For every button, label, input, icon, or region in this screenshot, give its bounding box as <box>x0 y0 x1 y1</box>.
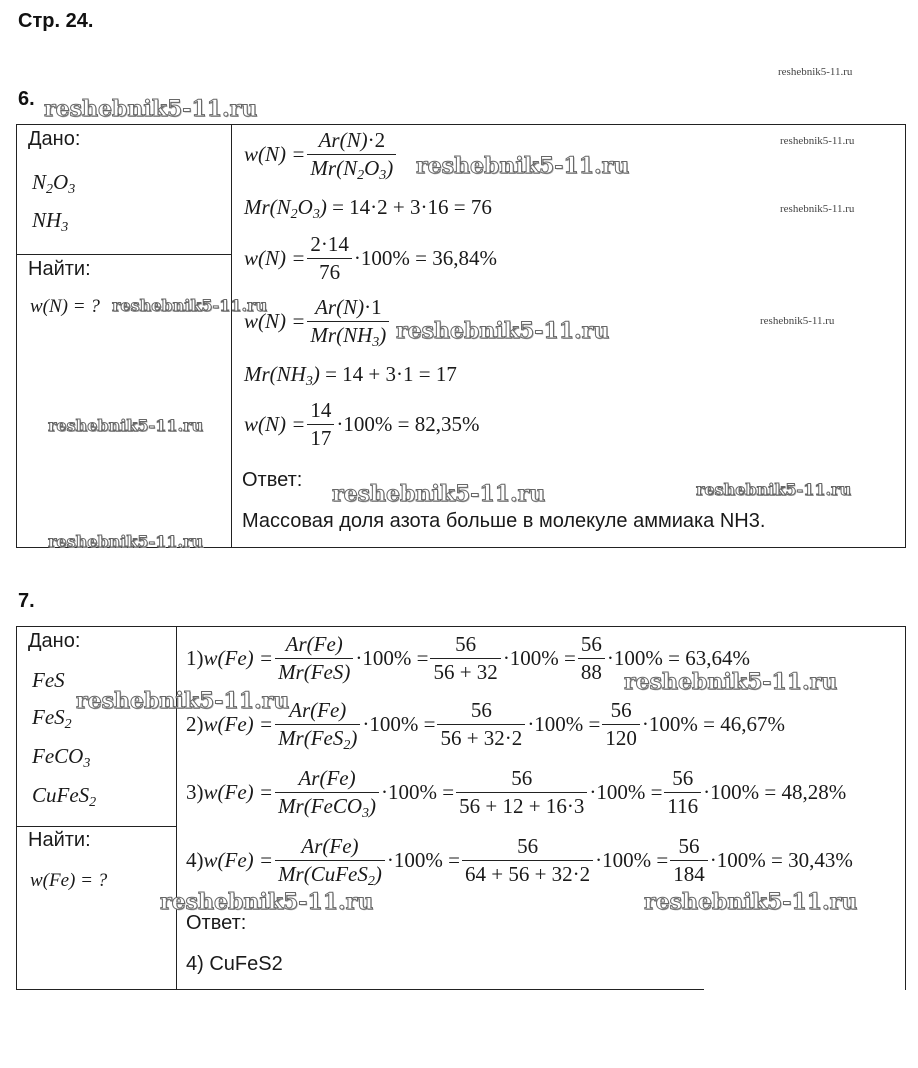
watermark: reshebnik5-11.ru <box>160 889 374 915</box>
task-6-answer-label: Ответ: <box>242 469 303 491</box>
task-7-number: 7. <box>18 590 35 612</box>
watermark: reshebnik5-11.ru <box>780 203 855 215</box>
task-7-answer-label: Ответ: <box>186 912 247 934</box>
task-7-answer: 4) CuFeS2 <box>186 953 283 975</box>
watermark: reshebnik5-11.ru <box>696 480 852 499</box>
watermark: reshebnik5-11.ru <box>780 135 855 147</box>
watermark: reshebnik5-11.ru <box>44 96 258 122</box>
task-7-given-label: Дано: <box>28 630 81 652</box>
task-7-formula-1: 1)w(Fe) = $\frac{Ar(Fe)}{\text{Mr(FeS)}}$ ·100% = $\frac{56}{56 + 32}$ ·100% = $\frac{56}{88}$ ·100% = 63,64% <box>186 632 750 684</box>
task-7-formula-3: 3)w(Fe) = $\frac{Ar(Fe)}{Mr(FeCO_3)}$ ·100% = $\frac{56}{56 + 12 + 16\cdot 3}$ ·100% = $\frac{56}{116}$ ·100% = 48,28% <box>186 766 847 821</box>
task-6-number: 6. <box>18 88 35 110</box>
task-6-given-label: Дано: <box>28 128 81 150</box>
task-7-formula-4: 4)w(Fe) = $\frac{Ar(Fe)}{Mr(CuFeS_2)}$ ·100% = $\frac{56}{64 + 56 + 32\cdot 2}$ ·100% = $\frac{56}{184}$ ·100% = 30,43% <box>186 834 853 889</box>
task-6-column-divider <box>231 124 232 548</box>
task-6-formula-3: w(N) = $\frac{2\cdot 14}{76}$ ·100% = 36,84% <box>244 232 497 284</box>
task-6-row-divider <box>16 254 232 255</box>
watermark: reshebnik5-11.ru <box>644 889 858 915</box>
watermark: reshebnik5-11.ru <box>396 318 610 344</box>
task-6-formula-2: $Mr(N_2O_3) = 14\cdot 2 + 3\cdot 16 = 76$ <box>244 195 492 222</box>
task-6-formula-5: $Mr(NH_3) = 14 + 3\cdot 1 = 17$ <box>244 362 457 389</box>
task-7-formula-2: 2)w(Fe) = $\frac{Ar(Fe)}{Mr(FeS_2)}$ ·100% = $\frac{56}{56 + 32\cdot 2}$ ·100% = $\frac{56}{120}$ ·100% = 46,67% <box>186 698 785 753</box>
task-7-given-feco3: FeCO$_3$ <box>32 744 91 771</box>
watermark: reshebnik5-11.ru <box>112 296 268 315</box>
task-6-find-label: Найти: <box>28 258 91 280</box>
task-6-given-n2o3: $N_2O_3$ <box>32 170 76 197</box>
task-7-result-2: 46,67% <box>720 712 785 736</box>
task-7-row-divider <box>16 826 177 827</box>
watermark: reshebnik5-11.ru <box>332 481 546 507</box>
watermark: reshebnik5-11.ru <box>760 315 835 327</box>
task-7-result-3: 48,28% <box>781 780 847 804</box>
task-6-find: w(N) = ? <box>30 296 100 317</box>
task-6-answer: Массовая доля азота больше в молекуле аммиака NH3. <box>242 510 766 532</box>
watermark: reshebnik5-11.ru <box>48 532 204 551</box>
task-7-result-1: 63,64% <box>685 646 750 670</box>
task-7-given-cufes2: CuFeS$_2$ <box>32 783 97 810</box>
task-7-column-divider <box>176 626 177 990</box>
task-7-find-label: Найти: <box>28 829 91 851</box>
watermark: reshebnik5-11.ru <box>76 688 290 714</box>
task-7-given-fes: FeS <box>32 668 65 692</box>
watermark: reshebnik5-11.ru <box>48 416 204 435</box>
task-6-formula-4: w(N) = $\frac{Ar(N)\cdot 1}{Mr(NH_3)}$ <box>244 295 391 348</box>
task-6-formula-6: w(N) = $\frac{14}{17}$ ·100% = 82,35% <box>244 398 480 450</box>
task-6-formula-1: w(N) = $\frac{Ar(N)\cdot 2}{Mr(N_2O_3)}$ <box>244 128 398 181</box>
watermark: reshebnik5-11.ru <box>778 66 853 78</box>
page-title: Стр. 24. <box>18 10 94 32</box>
task-6-given-nh3: $NH_3$ <box>32 208 69 235</box>
watermark: reshebnik5-11.ru <box>624 669 838 695</box>
task-7-bottom-border <box>16 989 704 990</box>
task-7-result-4: 30,43% <box>788 848 853 872</box>
task-7-given-fes2: FeS$_2$ <box>32 705 72 732</box>
task-7-find: w(Fe) = ? <box>30 870 108 891</box>
watermark: reshebnik5-11.ru <box>416 153 630 179</box>
